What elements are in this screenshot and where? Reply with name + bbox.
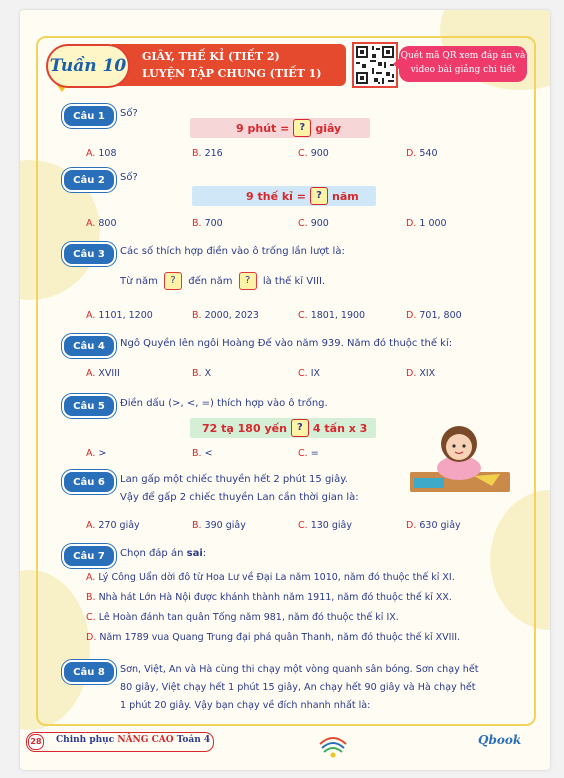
q5-option-c[interactable]: C. = bbox=[298, 448, 319, 459]
q3-option-c[interactable]: C. 1801, 1900 bbox=[298, 310, 366, 321]
question-7-bold: sai bbox=[186, 548, 203, 559]
q3-option-a[interactable]: A. 1101, 1200 bbox=[86, 310, 153, 321]
question-8-label: Câu 8 bbox=[62, 660, 116, 684]
question-4-text: Ngô Quyền lên ngôi Hoàng Đế vào năm 939. Năm đó thuộc thế kỉ: bbox=[120, 338, 453, 349]
footer-book-title: Chinh phục NÂNG CAO Toán 4 bbox=[56, 735, 211, 745]
q6-option-c[interactable]: C. 130 giây bbox=[298, 520, 352, 531]
question-2-text: Số? bbox=[120, 172, 138, 183]
q6-option-b[interactable]: B. 390 giây bbox=[192, 520, 246, 531]
question-1-equation bbox=[236, 118, 341, 138]
question-3-text: Các số thích hợp điền vào ô trống lần lượt là: bbox=[120, 246, 345, 257]
qr-code[interactable] bbox=[352, 42, 398, 88]
answer-box[interactable]: ? bbox=[291, 419, 309, 437]
q7-option-c[interactable]: C. Lê Hoàn đánh tan quân Tống năm 981, năm đó thuộc thế kỉ IX. bbox=[86, 612, 399, 623]
q2-option-c[interactable]: C. 900 bbox=[298, 218, 329, 229]
qr-code-icon bbox=[354, 44, 396, 86]
girl-folding-paper-illustration bbox=[404, 420, 514, 500]
q2-option-d[interactable]: D. 1 000 bbox=[406, 218, 447, 229]
lesson-title-line1: GIÂY, THẾ KỈ (TIẾT 2) bbox=[142, 50, 280, 63]
question-1-text: Số? bbox=[120, 108, 138, 119]
publisher-logo-icon bbox=[316, 730, 350, 760]
question-8-line-1: Sơn, Việt, An và Hà cùng thi chạy một vòng quanh sân bóng. Sơn chạy hết bbox=[120, 664, 479, 675]
question-5-text: Điền dấu (>, <, =) thích hợp vào ô trống. bbox=[120, 398, 328, 409]
question-2-eq-right: năm bbox=[332, 189, 359, 203]
q4-option-b[interactable]: B. X bbox=[192, 368, 212, 379]
question-5-equation bbox=[202, 418, 367, 438]
question-5-eq-left: 72 tạ 180 yến bbox=[202, 421, 287, 435]
q4-option-a[interactable]: A. XVIII bbox=[86, 368, 120, 379]
question-8-line-2: 80 giây, Việt chạy hết 1 phút 15 giây, An chạy hết 90 giây và Hà chạy hết bbox=[120, 682, 476, 693]
question-1-label: Câu 1 bbox=[62, 104, 116, 128]
qr-note-line1: Quét mã QR xem đáp án và bbox=[400, 51, 526, 61]
page-number: 28 bbox=[28, 734, 44, 750]
q1-option-c[interactable]: C. 900 bbox=[298, 148, 329, 159]
question-2-eq-left: 9 thế kỉ = bbox=[246, 189, 306, 203]
q1-option-a[interactable]: A. 108 bbox=[86, 148, 117, 159]
answer-box[interactable]: ? bbox=[239, 272, 257, 290]
week-badge: Tuần 10 bbox=[46, 44, 130, 88]
question-7-text: Chọn đáp án sai: bbox=[120, 548, 207, 559]
q7-option-b[interactable]: B. Nhà hát Lớn Hà Nội được khánh thành năm 1911, năm đó thuộc thế kỉ XX. bbox=[86, 592, 452, 603]
q5-option-b[interactable]: B. < bbox=[192, 448, 213, 459]
question-2-label: Câu 2 bbox=[62, 168, 116, 192]
question-6-label: Câu 6 bbox=[62, 470, 116, 494]
q4-option-d[interactable]: D. XIX bbox=[406, 368, 436, 379]
q3-option-b[interactable]: B. 2000, 2023 bbox=[192, 310, 259, 321]
question-3-label: Câu 3 bbox=[62, 242, 116, 266]
q7-option-a[interactable]: A. Lý Công Uẩn dời đô từ Hoa Lư về Đại La năm 1010, năm đó thuộc thế kỉ XI. bbox=[86, 572, 455, 583]
question-6-text-2: Vậy để gấp 2 chiếc thuyền Lan cần thời gian là: bbox=[120, 492, 359, 503]
lesson-title-line2: LUYỆN TẬP CHUNG (TIẾT 1) bbox=[142, 67, 322, 80]
brand-logo: Qbook bbox=[478, 733, 522, 747]
q2-option-a[interactable]: A. 800 bbox=[86, 218, 117, 229]
question-5-label: Câu 5 bbox=[62, 394, 116, 418]
question-8-line-3: 1 phút 20 giây. Vậy bạn chạy về đích nhanh nhất là: bbox=[120, 700, 371, 711]
q4-option-c[interactable]: C. IX bbox=[298, 368, 320, 379]
answer-box[interactable]: ? bbox=[293, 119, 311, 137]
q6-option-d[interactable]: D. 630 giây bbox=[406, 520, 461, 531]
answer-box[interactable]: ? bbox=[164, 272, 182, 290]
lesson-title-bar bbox=[112, 44, 346, 86]
q1-option-d[interactable]: D. 540 bbox=[406, 148, 438, 159]
answer-box[interactable]: ? bbox=[310, 187, 328, 205]
question-3-line: Từ năm ? đến năm ? là thế kỉ VIII. bbox=[120, 272, 325, 290]
q3-option-d[interactable]: D. 701, 800 bbox=[406, 310, 462, 321]
qr-note-line2: video bài giảng chi tiết bbox=[410, 65, 516, 75]
q6-option-a[interactable]: A. 270 giây bbox=[86, 520, 140, 531]
question-7-label: Câu 7 bbox=[62, 544, 116, 568]
question-4-label: Câu 4 bbox=[62, 334, 116, 358]
question-5-eq-right: 4 tấn x 3 bbox=[312, 421, 368, 435]
q2-option-b[interactable]: B. 700 bbox=[192, 218, 223, 229]
question-1-eq-right: giây bbox=[315, 121, 342, 135]
q1-option-b[interactable]: B. 216 bbox=[192, 148, 223, 159]
question-2-equation bbox=[246, 186, 359, 206]
q7-option-d[interactable]: D. Năm 1789 vua Quang Trung đại phá quân Thanh, năm đó thuộc thế kỉ XVIII. bbox=[86, 632, 461, 643]
qr-note bbox=[399, 46, 527, 82]
question-6-text-1: Lan gấp một chiếc thuyền hết 2 phút 15 giây. bbox=[120, 474, 348, 485]
question-1-eq-left: 9 phút = bbox=[236, 121, 290, 135]
q5-option-a[interactable]: A. > bbox=[86, 448, 107, 459]
